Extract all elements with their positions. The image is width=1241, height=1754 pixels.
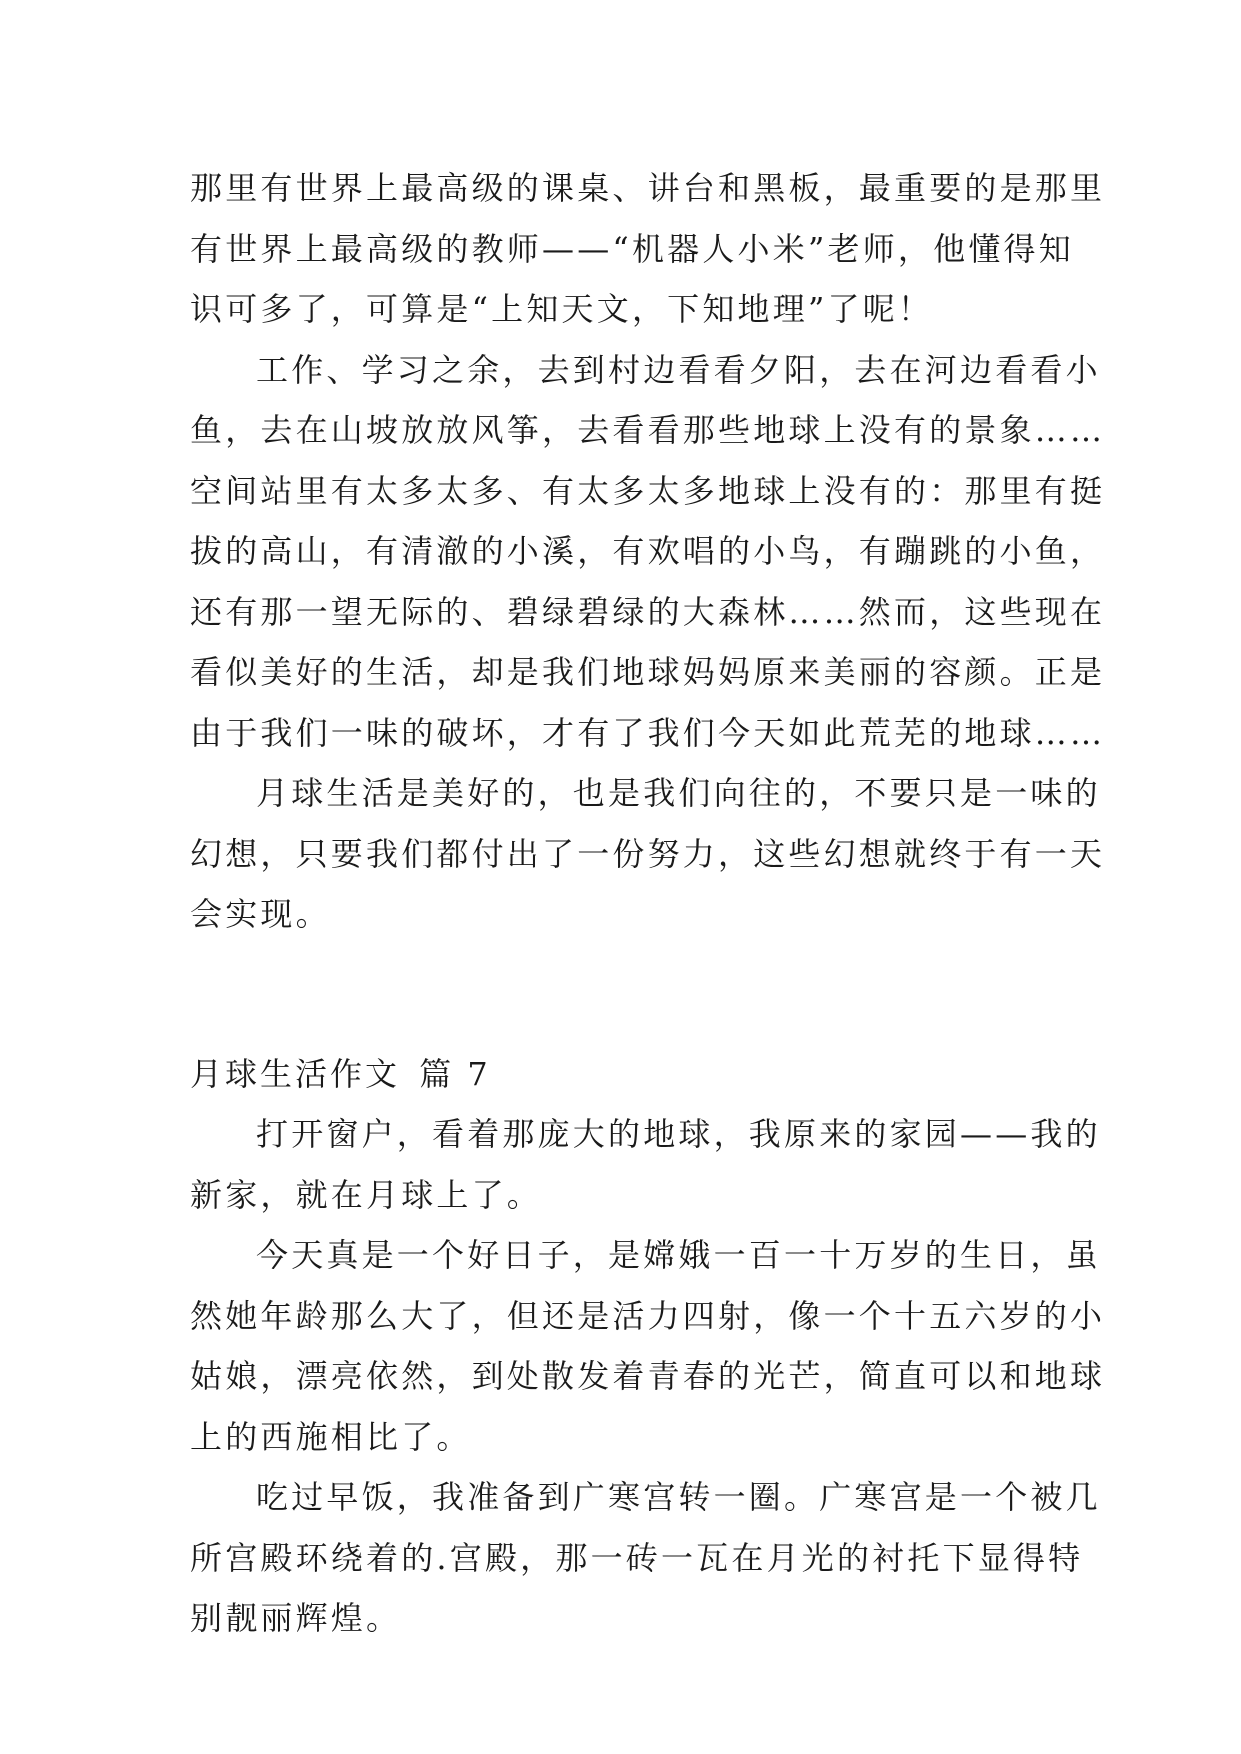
text-line: 姑娘，漂亮依然，到处散发着青春的光芒，简直可以和地球 — [190, 1357, 1106, 1395]
paragraph — [190, 1467, 1101, 1649]
document-body — [190, 158, 1106, 1649]
paragraph — [190, 1104, 1101, 1225]
text-line: 吃过早饭，我准备到广寒宫转一圈。广寒宫是一个被几 — [256, 1478, 1101, 1516]
text-line: 拔的高山，有清澈的小溪，有欢唱的小鸟，有蹦跳的小鱼， — [190, 532, 1106, 570]
text-line: 然她年龄那么大了，但还是活力四射，像一个十五六岁的小 — [190, 1296, 1106, 1335]
text-line: 看似美好的生活，却是我们地球妈妈原来美丽的容颜。正是 — [190, 653, 1106, 691]
paragraph — [190, 1225, 1106, 1467]
text-line: 鱼，去在山坡放放风筝，去看看那些地球上没有的景象…… — [190, 411, 1106, 449]
text-line: 幻想，只要我们都付出了一份努力，这些幻想就终于有一天 — [190, 834, 1106, 873]
text-line: 还有那一望无际的、碧绿碧绿的大森林……然而，这些现在 — [190, 592, 1106, 631]
text-line: 由于我们一味的破坏，才有了我们今天如此荒芜的地球…… — [190, 713, 1106, 752]
heading-title: 月球生活作文 — [190, 1054, 401, 1093]
text-line: 打开窗户，看着那庞大的地球，我原来的家园——我的 — [256, 1115, 1101, 1153]
heading-label: 篇 7 — [419, 1054, 491, 1093]
text-line: 月球生活是美好的，也是我们向往的，不要只是一味的 — [256, 774, 1101, 812]
paragraph — [190, 340, 1106, 764]
text-line: 识可多了，可算是“上知天文，下知地理”了呢！ — [190, 290, 934, 328]
text-line: 会实现。 — [190, 895, 331, 933]
text-line: 空间站里有太多太多、有太多太多地球上没有的：那里有挺 — [190, 471, 1106, 510]
section-heading — [190, 1044, 1060, 1105]
paragraph — [190, 763, 1106, 945]
text-line: 新家，就在月球上了。 — [190, 1175, 543, 1214]
section-spacer — [190, 945, 1060, 1044]
text-line: 今天真是一个好日子，是嫦娥一百一十万岁的生日，虽 — [256, 1236, 1101, 1274]
text-line: 上的西施相比了。 — [190, 1417, 472, 1456]
text-line: 工作、学习之余，去到村边看看夕阳，去在河边看看小 — [256, 350, 1101, 389]
paragraph — [190, 158, 1106, 340]
text-line: 别靓丽辉煌。 — [190, 1599, 402, 1637]
text-line: 所宫殿环绕着的.宫殿，那一砖一瓦在月光的衬托下显得特 — [190, 1538, 1084, 1577]
text-line: 那里有世界上最高级的课桌、讲台和黑板，最重要的是那里 — [190, 169, 1106, 207]
text-line: 有世界上最高级的教师——“机器人小米”老师，他懂得知 — [190, 229, 1074, 268]
